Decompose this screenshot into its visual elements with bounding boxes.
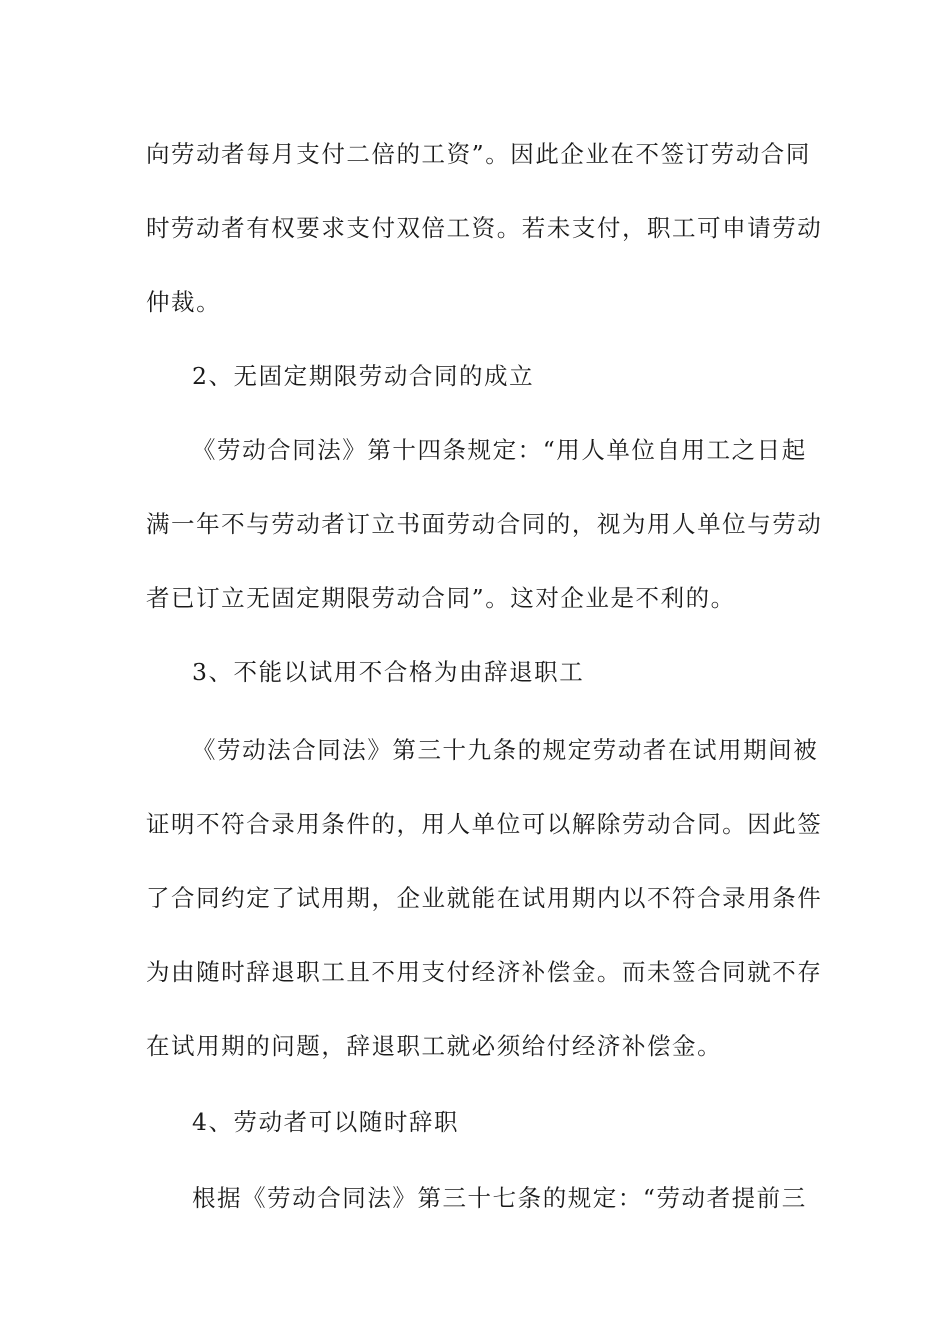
paragraph-line: 者已订立无固定期限劳动合同”。这对企业是不利的。 <box>146 584 736 612</box>
paragraph-line: 在试用期的问题，辞退职工就必须给付经济补偿金。 <box>146 1032 723 1060</box>
section-heading: 3、不能以试用不合格为由辞退职工 <box>192 658 585 686</box>
paragraph-line: 向劳动者每月支付二倍的工资”。因此企业在不签订劳动合同 <box>146 140 811 168</box>
paragraph-line: 时劳动者有权要求支付双倍工资。若未支付，职工可申请劳动 <box>146 214 823 242</box>
section-heading: 2、无固定期限劳动合同的成立 <box>192 362 535 390</box>
section-heading: 4、劳动者可以随时辞职 <box>192 1108 460 1136</box>
paragraph-line: 仲裁。 <box>146 288 222 316</box>
paragraph-line: 《劳动法合同法》第三十九条的规定劳动者在试用期间被 <box>192 736 819 764</box>
paragraph-line: 证明不符合录用条件的，用人单位可以解除劳动合同。因此签 <box>146 810 823 838</box>
paragraph-line: 《劳动合同法》第十四条规定：“用人单位自用工之日起 <box>192 436 807 464</box>
paragraph-line: 满一年不与劳动者订立书面劳动合同的，视为用人单位与劳动 <box>146 510 823 538</box>
paragraph-line: 了合同约定了试用期，企业就能在试用期内以不符合录用条件 <box>146 884 823 912</box>
paragraph-line: 为由随时辞退职工且不用支付经济补偿金。而未签合同就不存 <box>146 958 823 986</box>
paragraph-line: 根据《劳动合同法》第三十七条的规定：“劳动者提前三 <box>192 1184 807 1212</box>
